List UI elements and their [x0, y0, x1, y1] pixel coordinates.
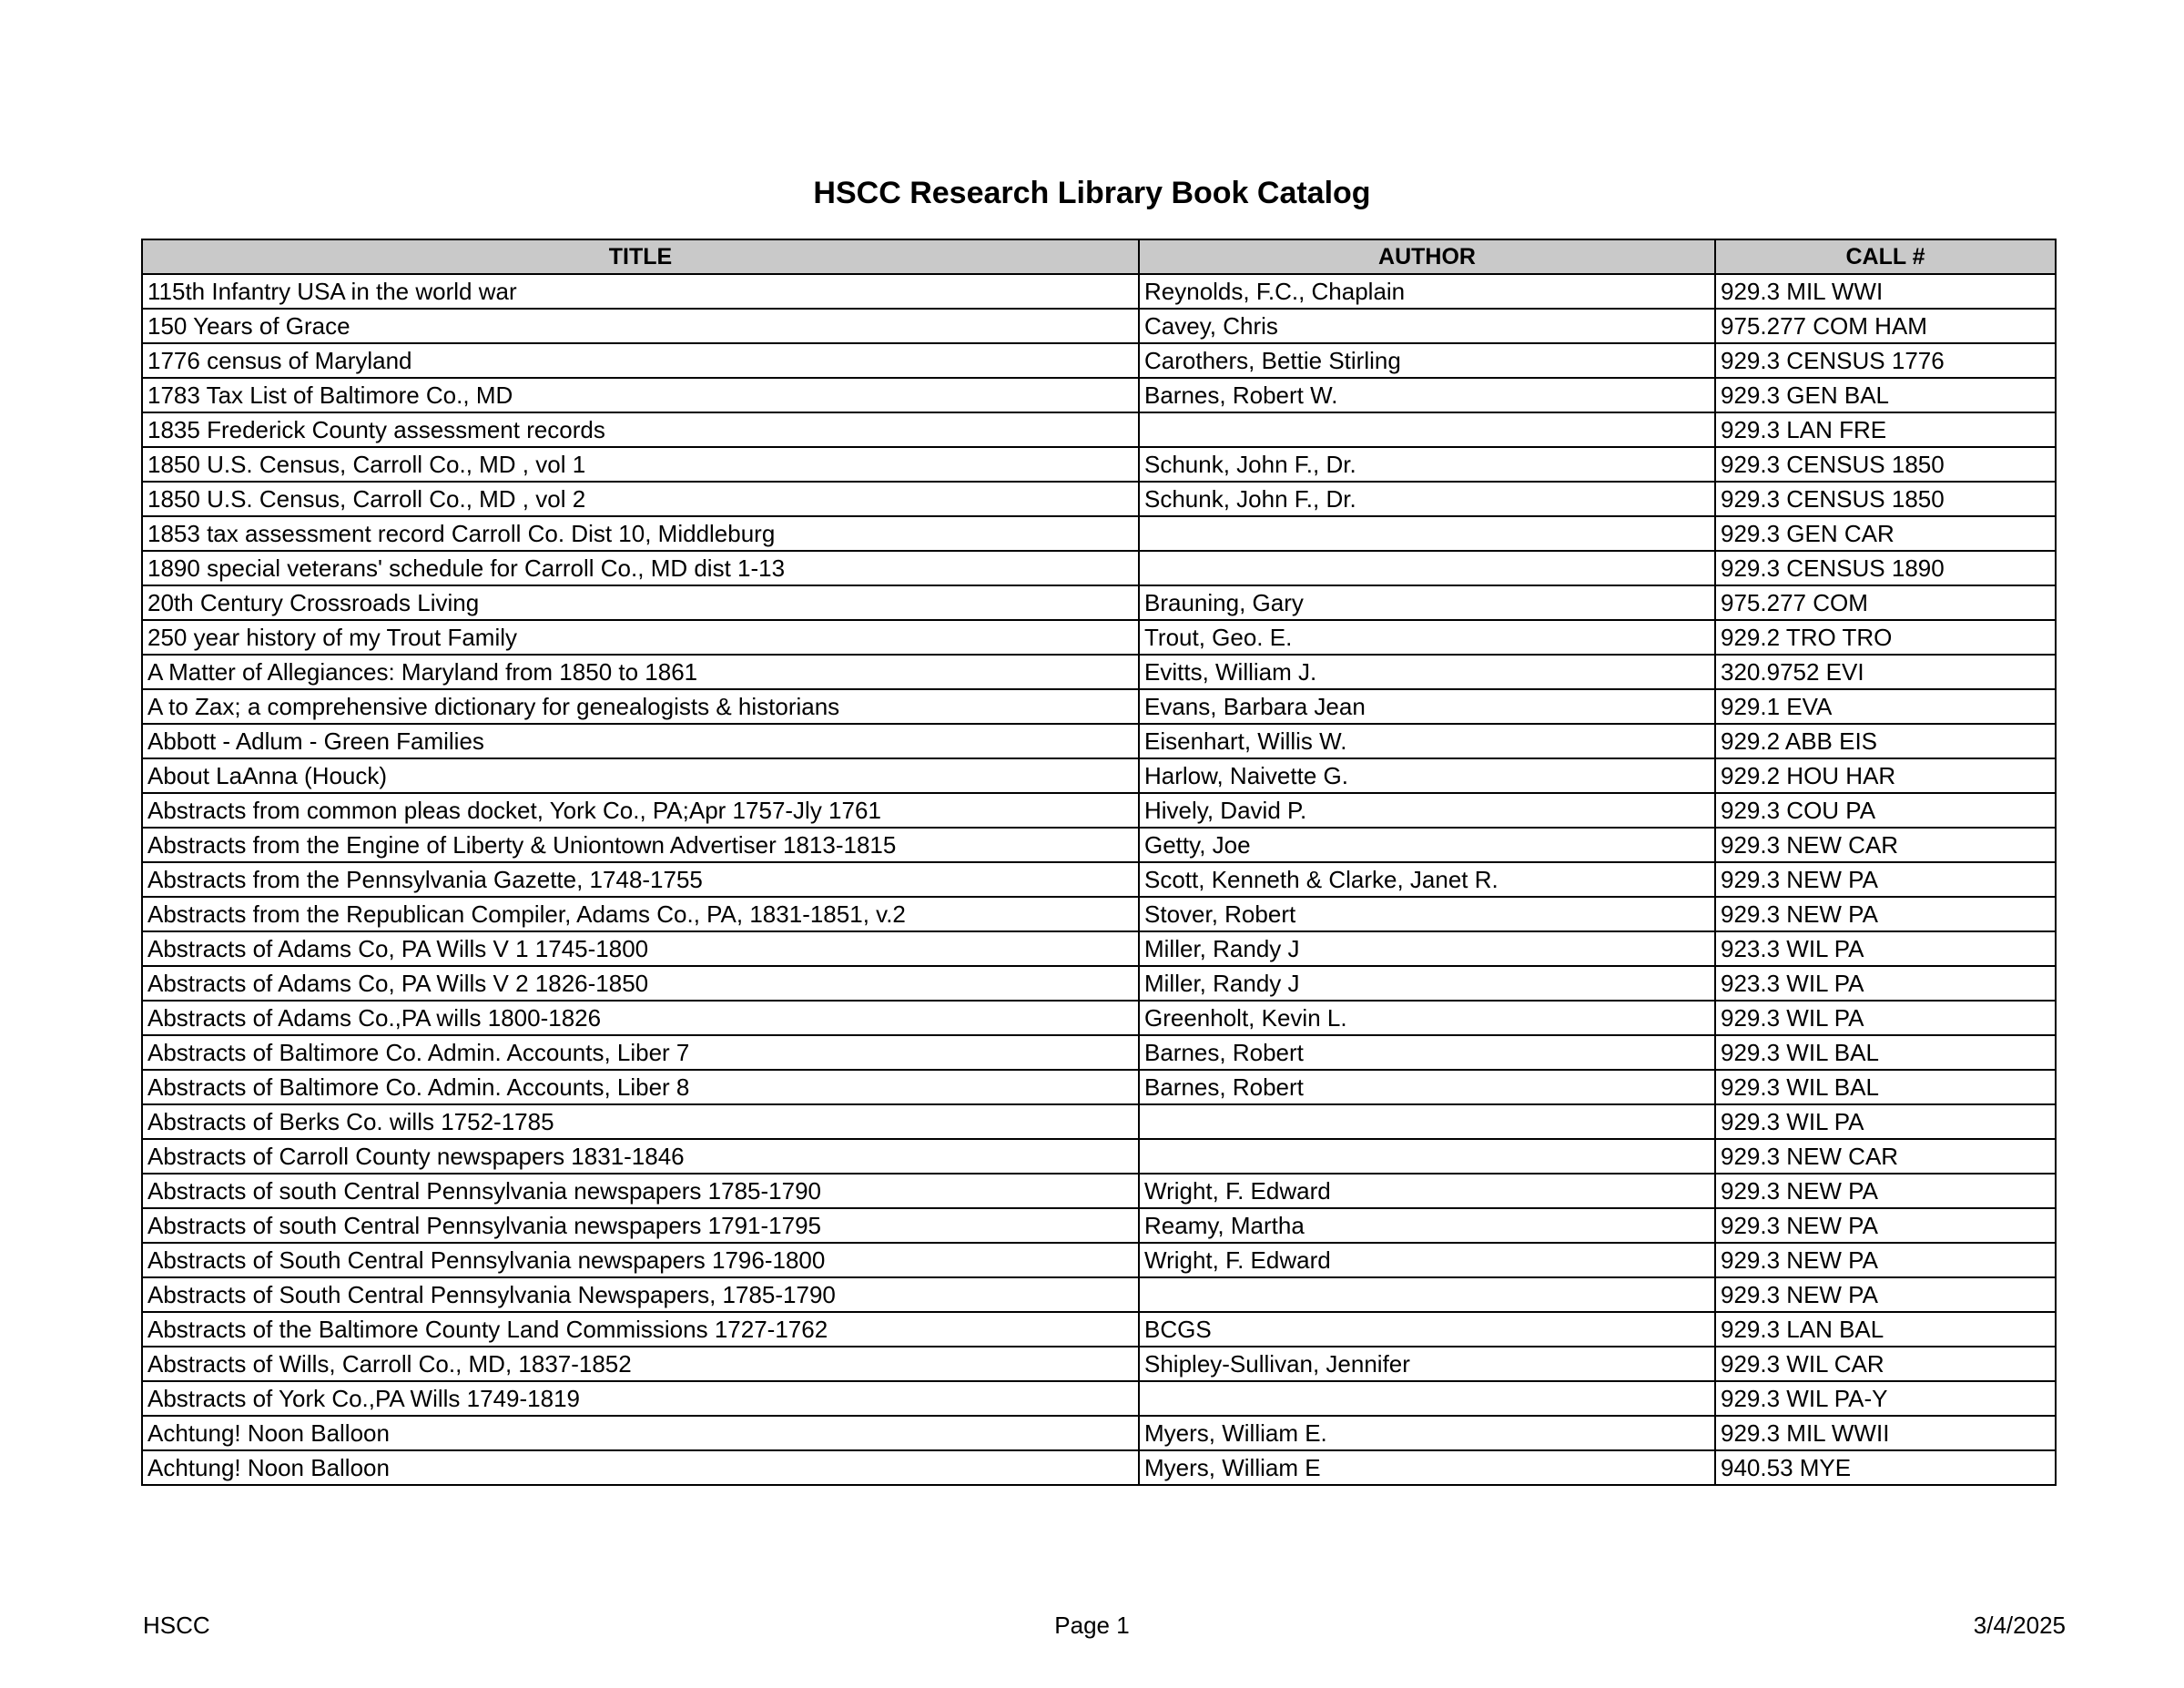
author-cell: Evitts, William J.	[1139, 655, 1715, 689]
title-cell: 150 Years of Grace	[142, 309, 1139, 343]
table-row	[142, 343, 2056, 378]
author-cell: BCGS	[1139, 1312, 1715, 1347]
author-cell	[1139, 1139, 1715, 1174]
table-row	[142, 689, 2056, 724]
call-number-cell: 929.3 NEW PA	[1715, 1277, 2056, 1312]
table-row	[142, 758, 2056, 793]
call-number-cell: 929.3 WIL PA	[1715, 1104, 2056, 1139]
table-row	[142, 1243, 2056, 1277]
table-row	[142, 516, 2056, 551]
author-cell: Wright, F. Edward	[1139, 1174, 1715, 1208]
table-row	[142, 620, 2056, 655]
call-number-cell: 929.3 NEW PA	[1715, 897, 2056, 931]
author-cell: Barnes, Robert W.	[1139, 378, 1715, 412]
call-number-cell: 923.3 WIL PA	[1715, 931, 2056, 966]
title-cell: 20th Century Crossroads Living	[142, 585, 1139, 620]
footer-organization: HSCC	[143, 1612, 210, 1639]
call-number-cell: 929.3 WIL CAR	[1715, 1347, 2056, 1381]
table-row	[142, 793, 2056, 828]
call-number-cell: 929.3 NEW PA	[1715, 862, 2056, 897]
table-row	[142, 897, 2056, 931]
call-number-cell: 929.3 COU PA	[1715, 793, 2056, 828]
call-number-cell: 929.2 TRO TRO	[1715, 620, 2056, 655]
title-cell: Abstracts of south Central Pennsylvania newspapers 1791-1795	[142, 1208, 1139, 1243]
title-cell: 1783 Tax List of Baltimore Co., MD	[142, 378, 1139, 412]
title-cell: Abstracts of Adams Co.,PA wills 1800-1826	[142, 1001, 1139, 1035]
call-number-cell: 929.3 WIL BAL	[1715, 1035, 2056, 1070]
author-cell: Barnes, Robert	[1139, 1035, 1715, 1070]
call-number-cell: 929.2 HOU HAR	[1715, 758, 2056, 793]
title-cell: 1853 tax assessment record Carroll Co. Dist 10, Middleburg	[142, 516, 1139, 551]
table-row	[142, 724, 2056, 758]
table-row	[142, 551, 2056, 585]
table-row	[142, 274, 2056, 309]
title-cell: Abstracts of Baltimore Co. Admin. Accounts, Liber 7	[142, 1035, 1139, 1070]
call-number-cell: 929.3 NEW CAR	[1715, 828, 2056, 862]
table-row	[142, 412, 2056, 447]
author-cell	[1139, 1277, 1715, 1312]
table-body	[142, 274, 2056, 1485]
table-row	[142, 1312, 2056, 1347]
author-cell: Stover, Robert	[1139, 897, 1715, 931]
table-row	[142, 828, 2056, 862]
title-cell: 1835 Frederick County assessment records	[142, 412, 1139, 447]
table-row	[142, 1104, 2056, 1139]
table-row	[142, 931, 2056, 966]
call-number-cell: 975.277 COM HAM	[1715, 309, 2056, 343]
column-header-title: TITLE	[142, 239, 1139, 274]
title-cell: About LaAnna (Houck)	[142, 758, 1139, 793]
author-cell: Evans, Barbara Jean	[1139, 689, 1715, 724]
table-row	[142, 1070, 2056, 1104]
author-cell	[1139, 1381, 1715, 1416]
call-number-cell: 929.3 NEW PA	[1715, 1208, 2056, 1243]
title-cell: A to Zax; a comprehensive dictionary for genealogists & historians	[142, 689, 1139, 724]
table-row	[142, 447, 2056, 482]
column-header-call-number: CALL #	[1715, 239, 2056, 274]
author-cell	[1139, 1104, 1715, 1139]
title-cell: Abstracts of Wills, Carroll Co., MD, 1837-1852	[142, 1347, 1139, 1381]
catalog-table	[141, 239, 2057, 1486]
author-cell	[1139, 412, 1715, 447]
author-cell: Myers, William E	[1139, 1450, 1715, 1485]
author-cell: Miller, Randy J	[1139, 931, 1715, 966]
call-number-cell: 923.3 WIL PA	[1715, 966, 2056, 1001]
author-cell: Harlow, Naivette G.	[1139, 758, 1715, 793]
author-cell	[1139, 516, 1715, 551]
call-number-cell: 929.3 NEW PA	[1715, 1243, 2056, 1277]
title-cell: Abstracts of Baltimore Co. Admin. Accounts, Liber 8	[142, 1070, 1139, 1104]
table-row	[142, 1416, 2056, 1450]
call-number-cell: 929.3 CENSUS 1776	[1715, 343, 2056, 378]
title-cell: Abstracts from the Engine of Liberty & Uniontown Advertiser 1813-1815	[142, 828, 1139, 862]
title-cell: 1890 special veterans' schedule for Carroll Co., MD dist 1-13	[142, 551, 1139, 585]
table-row	[142, 1035, 2056, 1070]
call-number-cell: 929.3 GEN CAR	[1715, 516, 2056, 551]
title-cell: Abstracts from the Republican Compiler, Adams Co., PA, 1831-1851, v.2	[142, 897, 1139, 931]
title-cell: Abstracts of South Central Pennsylvania newspapers 1796-1800	[142, 1243, 1139, 1277]
call-number-cell: 929.3 LAN FRE	[1715, 412, 2056, 447]
author-cell: Shipley-Sullivan, Jennifer	[1139, 1347, 1715, 1381]
title-cell: Abstracts of south Central Pennsylvania newspapers 1785-1790	[142, 1174, 1139, 1208]
table-row	[142, 966, 2056, 1001]
title-cell: Abstracts of Adams Co, PA Wills V 1 1745-1800	[142, 931, 1139, 966]
title-cell: Abstracts from the Pennsylvania Gazette, 1748-1755	[142, 862, 1139, 897]
title-cell: Abstracts of Adams Co, PA Wills V 2 1826-1850	[142, 966, 1139, 1001]
title-cell: Abstracts from common pleas docket, York Co., PA;Apr 1757-Jly 1761	[142, 793, 1139, 828]
author-cell: Miller, Randy J	[1139, 966, 1715, 1001]
author-cell: Cavey, Chris	[1139, 309, 1715, 343]
column-header-author: AUTHOR	[1139, 239, 1715, 274]
table-row	[142, 378, 2056, 412]
table-row	[142, 655, 2056, 689]
call-number-cell: 929.3 CENSUS 1850	[1715, 482, 2056, 516]
title-cell: Achtung! Noon Balloon	[142, 1450, 1139, 1485]
author-cell: Scott, Kenneth & Clarke, Janet R.	[1139, 862, 1715, 897]
title-cell: Abstracts of Berks Co. wills 1752-1785	[142, 1104, 1139, 1139]
table-row	[142, 482, 2056, 516]
author-cell: Schunk, John F., Dr.	[1139, 447, 1715, 482]
title-cell: Abstracts of South Central Pennsylvania Newspapers, 1785-1790	[142, 1277, 1139, 1312]
call-number-cell: 929.3 WIL PA	[1715, 1001, 2056, 1035]
call-number-cell: 929.3 NEW PA	[1715, 1174, 2056, 1208]
author-cell: Getty, Joe	[1139, 828, 1715, 862]
call-number-cell: 929.3 NEW CAR	[1715, 1139, 2056, 1174]
call-number-cell: 929.3 MIL WWII	[1715, 1416, 2056, 1450]
table-row	[142, 1174, 2056, 1208]
call-number-cell: 929.3 GEN BAL	[1715, 378, 2056, 412]
author-cell: Reynolds, F.C., Chaplain	[1139, 274, 1715, 309]
author-cell: Eisenhart, Willis W.	[1139, 724, 1715, 758]
author-cell: Myers, William E.	[1139, 1416, 1715, 1450]
title-cell: 250 year history of my Trout Family	[142, 620, 1139, 655]
title-cell: Abbott - Adlum - Green Families	[142, 724, 1139, 758]
footer-date: 3/4/2025	[1973, 1612, 2066, 1639]
author-cell: Carothers, Bettie Stirling	[1139, 343, 1715, 378]
call-number-cell: 929.3 WIL BAL	[1715, 1070, 2056, 1104]
author-cell: Reamy, Martha	[1139, 1208, 1715, 1243]
table-row	[142, 309, 2056, 343]
title-cell: 1850 U.S. Census, Carroll Co., MD , vol 1	[142, 447, 1139, 482]
author-cell: Hively, David P.	[1139, 793, 1715, 828]
author-cell: Barnes, Robert	[1139, 1070, 1715, 1104]
title-cell: Abstracts of Carroll County newspapers 1831-1846	[142, 1139, 1139, 1174]
table-row	[142, 1001, 2056, 1035]
table-row	[142, 1381, 2056, 1416]
table-header-row	[142, 239, 2056, 274]
table-row	[142, 1139, 2056, 1174]
author-cell: Greenholt, Kevin L.	[1139, 1001, 1715, 1035]
table-row	[142, 862, 2056, 897]
title-cell: A Matter of Allegiances: Maryland from 1850 to 1861	[142, 655, 1139, 689]
table-row	[142, 1208, 2056, 1243]
author-cell: Brauning, Gary	[1139, 585, 1715, 620]
author-cell: Trout, Geo. E.	[1139, 620, 1715, 655]
title-cell: Abstracts of York Co.,PA Wills 1749-1819	[142, 1381, 1139, 1416]
call-number-cell: 975.277 COM	[1715, 585, 2056, 620]
call-number-cell: 929.3 WIL PA-Y	[1715, 1381, 2056, 1416]
call-number-cell: 929.2 ABB EIS	[1715, 724, 2056, 758]
table-row	[142, 1347, 2056, 1381]
author-cell	[1139, 551, 1715, 585]
call-number-cell: 320.9752 EVI	[1715, 655, 2056, 689]
table-row	[142, 1450, 2056, 1485]
author-cell: Wright, F. Edward	[1139, 1243, 1715, 1277]
table-row	[142, 585, 2056, 620]
call-number-cell: 929.3 CENSUS 1850	[1715, 447, 2056, 482]
call-number-cell: 940.53 MYE	[1715, 1450, 2056, 1485]
title-cell: Abstracts of the Baltimore County Land Commissions 1727-1762	[142, 1312, 1139, 1347]
call-number-cell: 929.3 LAN BAL	[1715, 1312, 2056, 1347]
footer-page-number: Page 1	[1054, 1612, 1130, 1639]
title-cell: Achtung! Noon Balloon	[142, 1416, 1139, 1450]
title-cell: 1850 U.S. Census, Carroll Co., MD , vol 2	[142, 482, 1139, 516]
call-number-cell: 929.3 MIL WWI	[1715, 274, 2056, 309]
page-title: HSCC Research Library Book Catalog	[813, 176, 1371, 210]
call-number-cell: 929.1 EVA	[1715, 689, 2056, 724]
title-cell: 115th Infantry USA in the world war	[142, 274, 1139, 309]
author-cell: Schunk, John F., Dr.	[1139, 482, 1715, 516]
table-row	[142, 1277, 2056, 1312]
title-cell: 1776 census of Maryland	[142, 343, 1139, 378]
call-number-cell: 929.3 CENSUS 1890	[1715, 551, 2056, 585]
